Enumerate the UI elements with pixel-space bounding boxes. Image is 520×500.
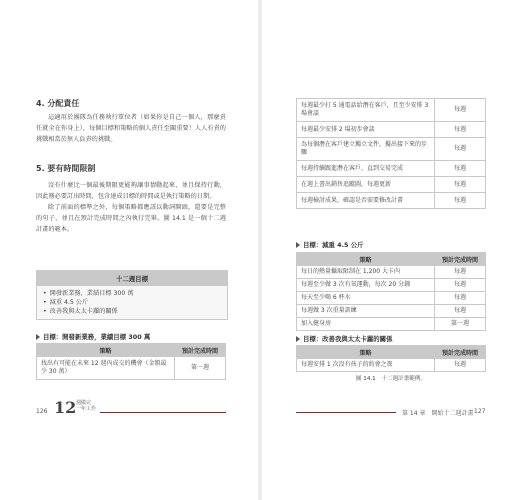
time-cell: 每週 xyxy=(434,99,485,122)
goal2-title-text: 目標：減重 4.5 公斤 xyxy=(303,241,364,249)
column-header-time: 預計完成時間 xyxy=(434,253,485,266)
table-header-row xyxy=(37,344,226,357)
column-header-strategy: 策略 xyxy=(297,253,435,266)
strategy-cell: 每週至少做 3 次有氧運動，每次 20 分鐘 xyxy=(297,279,435,292)
strategy-table xyxy=(296,345,486,372)
triangle-bullet-icon xyxy=(36,334,40,340)
table-row xyxy=(297,99,486,122)
goal1-table-continued xyxy=(296,98,486,209)
table-row xyxy=(297,193,486,209)
strategy-table xyxy=(296,98,486,209)
book-logo-line: 一年工作 xyxy=(76,406,97,412)
table-row xyxy=(297,161,486,177)
footer-rule xyxy=(296,412,396,413)
section-heading-4: 4. 分配責任 xyxy=(36,99,80,108)
strategy-cell: 每週做 3 次重量訓練 xyxy=(297,305,435,318)
table-row xyxy=(297,292,486,305)
strategy-cell: 在週上書出銷售追蹤圖，每週更新 xyxy=(297,177,435,193)
strategy-cell: 每週持續跟進潛在客戶，直到交易完成 xyxy=(297,161,435,177)
column-header-time: 預計完成時間 xyxy=(434,346,485,359)
strategy-cell: 找出有可能在未來 12 週內成交的機會（金額最少 30 萬） xyxy=(37,357,175,380)
table-row xyxy=(297,177,486,193)
goal-item: • 減重 4.5 公斤 xyxy=(43,298,227,307)
table-row xyxy=(297,122,486,138)
strategy-cell: 為每個潛在客戶建立獨立文件，擬出接下來的步驟 xyxy=(297,138,435,161)
table-row xyxy=(297,318,486,331)
table-row xyxy=(297,279,486,292)
strategy-cell: 加入健身房 xyxy=(297,318,435,331)
goals-list xyxy=(37,286,227,319)
time-cell: 每週 xyxy=(434,122,485,138)
goals-box-title: 十二週目標 xyxy=(37,271,227,286)
strategy-cell: 每週最少安排 2 場初步會談 xyxy=(297,122,435,138)
triangle-bullet-icon xyxy=(296,336,300,342)
time-cell: 每週 xyxy=(434,193,485,209)
twelve-week-goals-box xyxy=(36,270,228,320)
goal-item: • 改善我與太太卡蘿的關係 xyxy=(43,307,227,316)
figure-caption: 圖 14.1 十二週計畫範例。 xyxy=(355,376,427,382)
time-cell: 每週 xyxy=(434,292,485,305)
table-header-row xyxy=(297,346,486,359)
book-logo-text xyxy=(76,400,96,412)
paragraph-time-limit xyxy=(36,180,226,235)
left-page-number: 126 xyxy=(36,408,48,415)
strategy-cell: 每週檢討成果，確認是否需要修改計畫 xyxy=(297,193,435,209)
time-cell: 每週 xyxy=(434,161,485,177)
right-page-number: 127 xyxy=(474,408,486,415)
time-cell: 第一週 xyxy=(434,318,485,331)
book-logo-number: 12 xyxy=(54,398,77,417)
paragraph-text: 沒有什麼比一個最後期限更能夠讓事情動起來，並且保持行動，因此務必要訂出時間，包含達成目標的時間或是執行策略的日期。 xyxy=(36,182,226,200)
footer-rule xyxy=(100,412,226,413)
column-header-time: 預計完成時間 xyxy=(174,344,225,357)
strategy-cell: 每週安排 1 次沒有孩子的約會之夜 xyxy=(297,359,435,372)
chapter-footer: 第 14 章 開始十二週計畫 xyxy=(402,410,474,417)
table-row xyxy=(37,357,226,380)
goal1-table-start xyxy=(36,343,226,380)
goal3-table xyxy=(296,345,486,372)
goal3-title xyxy=(296,334,392,343)
goal2-title xyxy=(296,240,364,249)
strategy-cell: 每日的熱量攝取限制在 1,200 大卡內 xyxy=(297,266,435,279)
goal2-table xyxy=(296,252,486,331)
book-logo-line: 週做完 xyxy=(76,400,92,406)
table-header-row xyxy=(297,253,486,266)
strategy-table xyxy=(36,343,226,380)
strategy-cell: 每天至少喝 6 杯水 xyxy=(297,292,435,305)
goal3-title-text: 目標：改善我與太太卡蘿的關係 xyxy=(303,335,393,343)
goal-item: • 開發新業務，業績目標 300 萬 xyxy=(43,289,227,298)
column-header-strategy: 策略 xyxy=(297,346,435,359)
time-cell: 每週 xyxy=(434,305,485,318)
time-cell: 每週 xyxy=(434,279,485,292)
strategy-table xyxy=(296,252,486,331)
column-header-strategy: 策略 xyxy=(37,344,175,357)
paragraph-responsibility xyxy=(36,112,226,145)
paragraph-text: 這適用於團隊為任務執行單位者（如果你是自己一個人，那麼責任就全在你身上），每個目標和策略的個人責任至關重要！人人有責的挑戰相當於無人負責的挑戰。 xyxy=(36,114,226,143)
table-row xyxy=(297,305,486,318)
section-heading-5: 5. 要有時間限制 xyxy=(36,164,96,173)
time-cell: 每週 xyxy=(434,177,485,193)
triangle-bullet-icon xyxy=(296,242,300,248)
time-cell: 每週 xyxy=(434,359,485,372)
strategy-cell: 每週最少打 5 通電話給潛在客戶，且至少安排 3 場會談 xyxy=(297,99,435,122)
right-page xyxy=(260,0,520,500)
time-cell: 每週 xyxy=(434,266,485,279)
table-row xyxy=(297,138,486,161)
paragraph-text: 除了前面的標準之外，每個策略都應該以動詞開頭，還要是完整的句子，並且在預計完成時間之內執行完畢。圖 14.1 是一個十二週計畫的範本。 xyxy=(36,204,226,233)
goal1-title xyxy=(36,332,150,341)
table-row xyxy=(297,359,486,372)
table-row xyxy=(297,266,486,279)
time-cell: 第一週 xyxy=(174,357,225,380)
time-cell: 每週 xyxy=(434,138,485,161)
goal1-title-text: 目標：開發新業務，業績目標 300 萬 xyxy=(43,333,151,341)
